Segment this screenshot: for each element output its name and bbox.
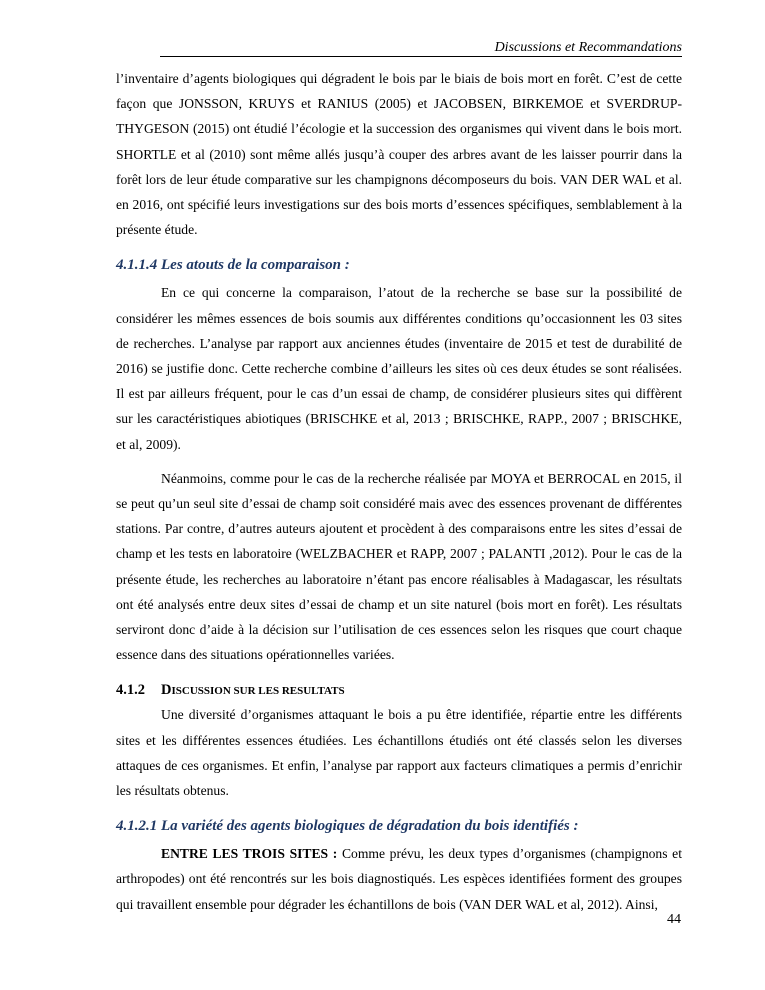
heading-discussion-initial: D [161, 682, 172, 699]
heading-variete: 4.1.2.1 La variété des agents biologiques de dégradation du bois identifiés : [116, 818, 579, 835]
paragraph-discussion: Une diversité d’organismes attaquant le bois a pu être identifiée, répartie entre les différents sites et les différentes essences étudiées. Les échantillons étudiés ont été classés selon les diverses attaques de ces organismes. Et enfin, l’analyse par rapport aux facteurs climatiques a permis d’enrichir les résultats obtenus. [116, 707, 682, 799]
paragraph-intro: l’inventaire d’agents biologiques qui dégradent le bois par le biais de bois mort en forêt. C’est de cette façon que JONSSON, KRUYS et RANIUS (2005) et JACOBSEN, BIRKEMOE et SVERDRUP-THYGESON (2015) ont étudié l’écologie et la succession des organismes qui vivent dans le bois mort. SHORTLE et al (2010) sont même allés jusqu’à couper des arbres avant de les laisser pourrir dans la forêt lors de leur étude comparative sur les champignons décomposeurs du bois. VAN DER WAL et al. en 2016, ont spécifié leurs investigations sur des bois morts d’essences spécifiques, semblablement à la présente étude. [116, 71, 682, 238]
trois-sites-lead: ENTRE LES TROIS SITES : [161, 846, 338, 862]
page-body [116, 66, 682, 917]
heading-discussion [116, 679, 682, 702]
trois-sites-body: Comme prévu, les deux types d’organismes (champignons et arthropodes) ont été rencontrés sur les bois diagnostiqués. Les espèces identifiées forment des groupes qui travaillent ensemble pour dégrader les échantillons de bois (VAN DER WAL et al, 2012). Ainsi, [116, 846, 682, 912]
heading-discussion-rest: ISCUSSION SUR LES RESULTATS [171, 685, 345, 698]
running-header: Discussions et Recommandations [494, 40, 682, 55]
paragraph-trois-sites [116, 841, 682, 917]
header-rule [160, 56, 682, 57]
heading-discussion-number: 4.1.2 [116, 682, 145, 699]
page-number: 44 [667, 912, 681, 927]
paragraph-atouts-1: En ce qui concerne la comparaison, l’atout de la recherche se base sur la possibilité de considérer les mêmes essences de bois soumis aux différentes conditions qu’occasionnent les 03 sites de recherches. L’analyse par rapport aux anciennes études (inventaire de 2015 et test de durabilité de 2016) se justifie donc. Cette recherche combine d’ailleurs les sites où ces deux études se sont réalisées. Il est par ailleurs fréquent, pour le cas d’un essai de champ, de considérer plusieurs sites qui diffèrent sur les caractéristiques abiotiques (BRISCHKE et al, 2013 ; BRISCHKE, RAPP., 2007 ; BRISCHKE, et al, 2009). [116, 285, 682, 452]
heading-atouts: 4.1.1.4 Les atouts de la comparaison : [116, 257, 350, 274]
paragraph-gap [116, 457, 682, 466]
paragraph-atouts-2: Néanmoins, comme pour le cas de la recherche réalisée par MOYA et BERROCAL en 2015, il se peut qu’un seul site d’essai de champ soit considéré mais avec des essences provenant de différentes stations. Par contre, d’autres auteurs ajoutent et procèdent à des comparaisons entre les sites d’essai de champ et les tests en laboratoire (WELZBACHER et RAPP, 2007 ; PALANTI ,2012). Pour le cas de la présente étude, les recherches au laboratoire n’étant pas encore réalisables à Madagascar, les résultats ont été analysés entre deux sites d’essai de champ et un site naturel (bois mort en forêt). Les résultats serviront donc d’aide à la décision sur l’utilisation de ces essences selon les risques que court chaque essence dans des situations opérationnelles variées. [116, 470, 682, 663]
